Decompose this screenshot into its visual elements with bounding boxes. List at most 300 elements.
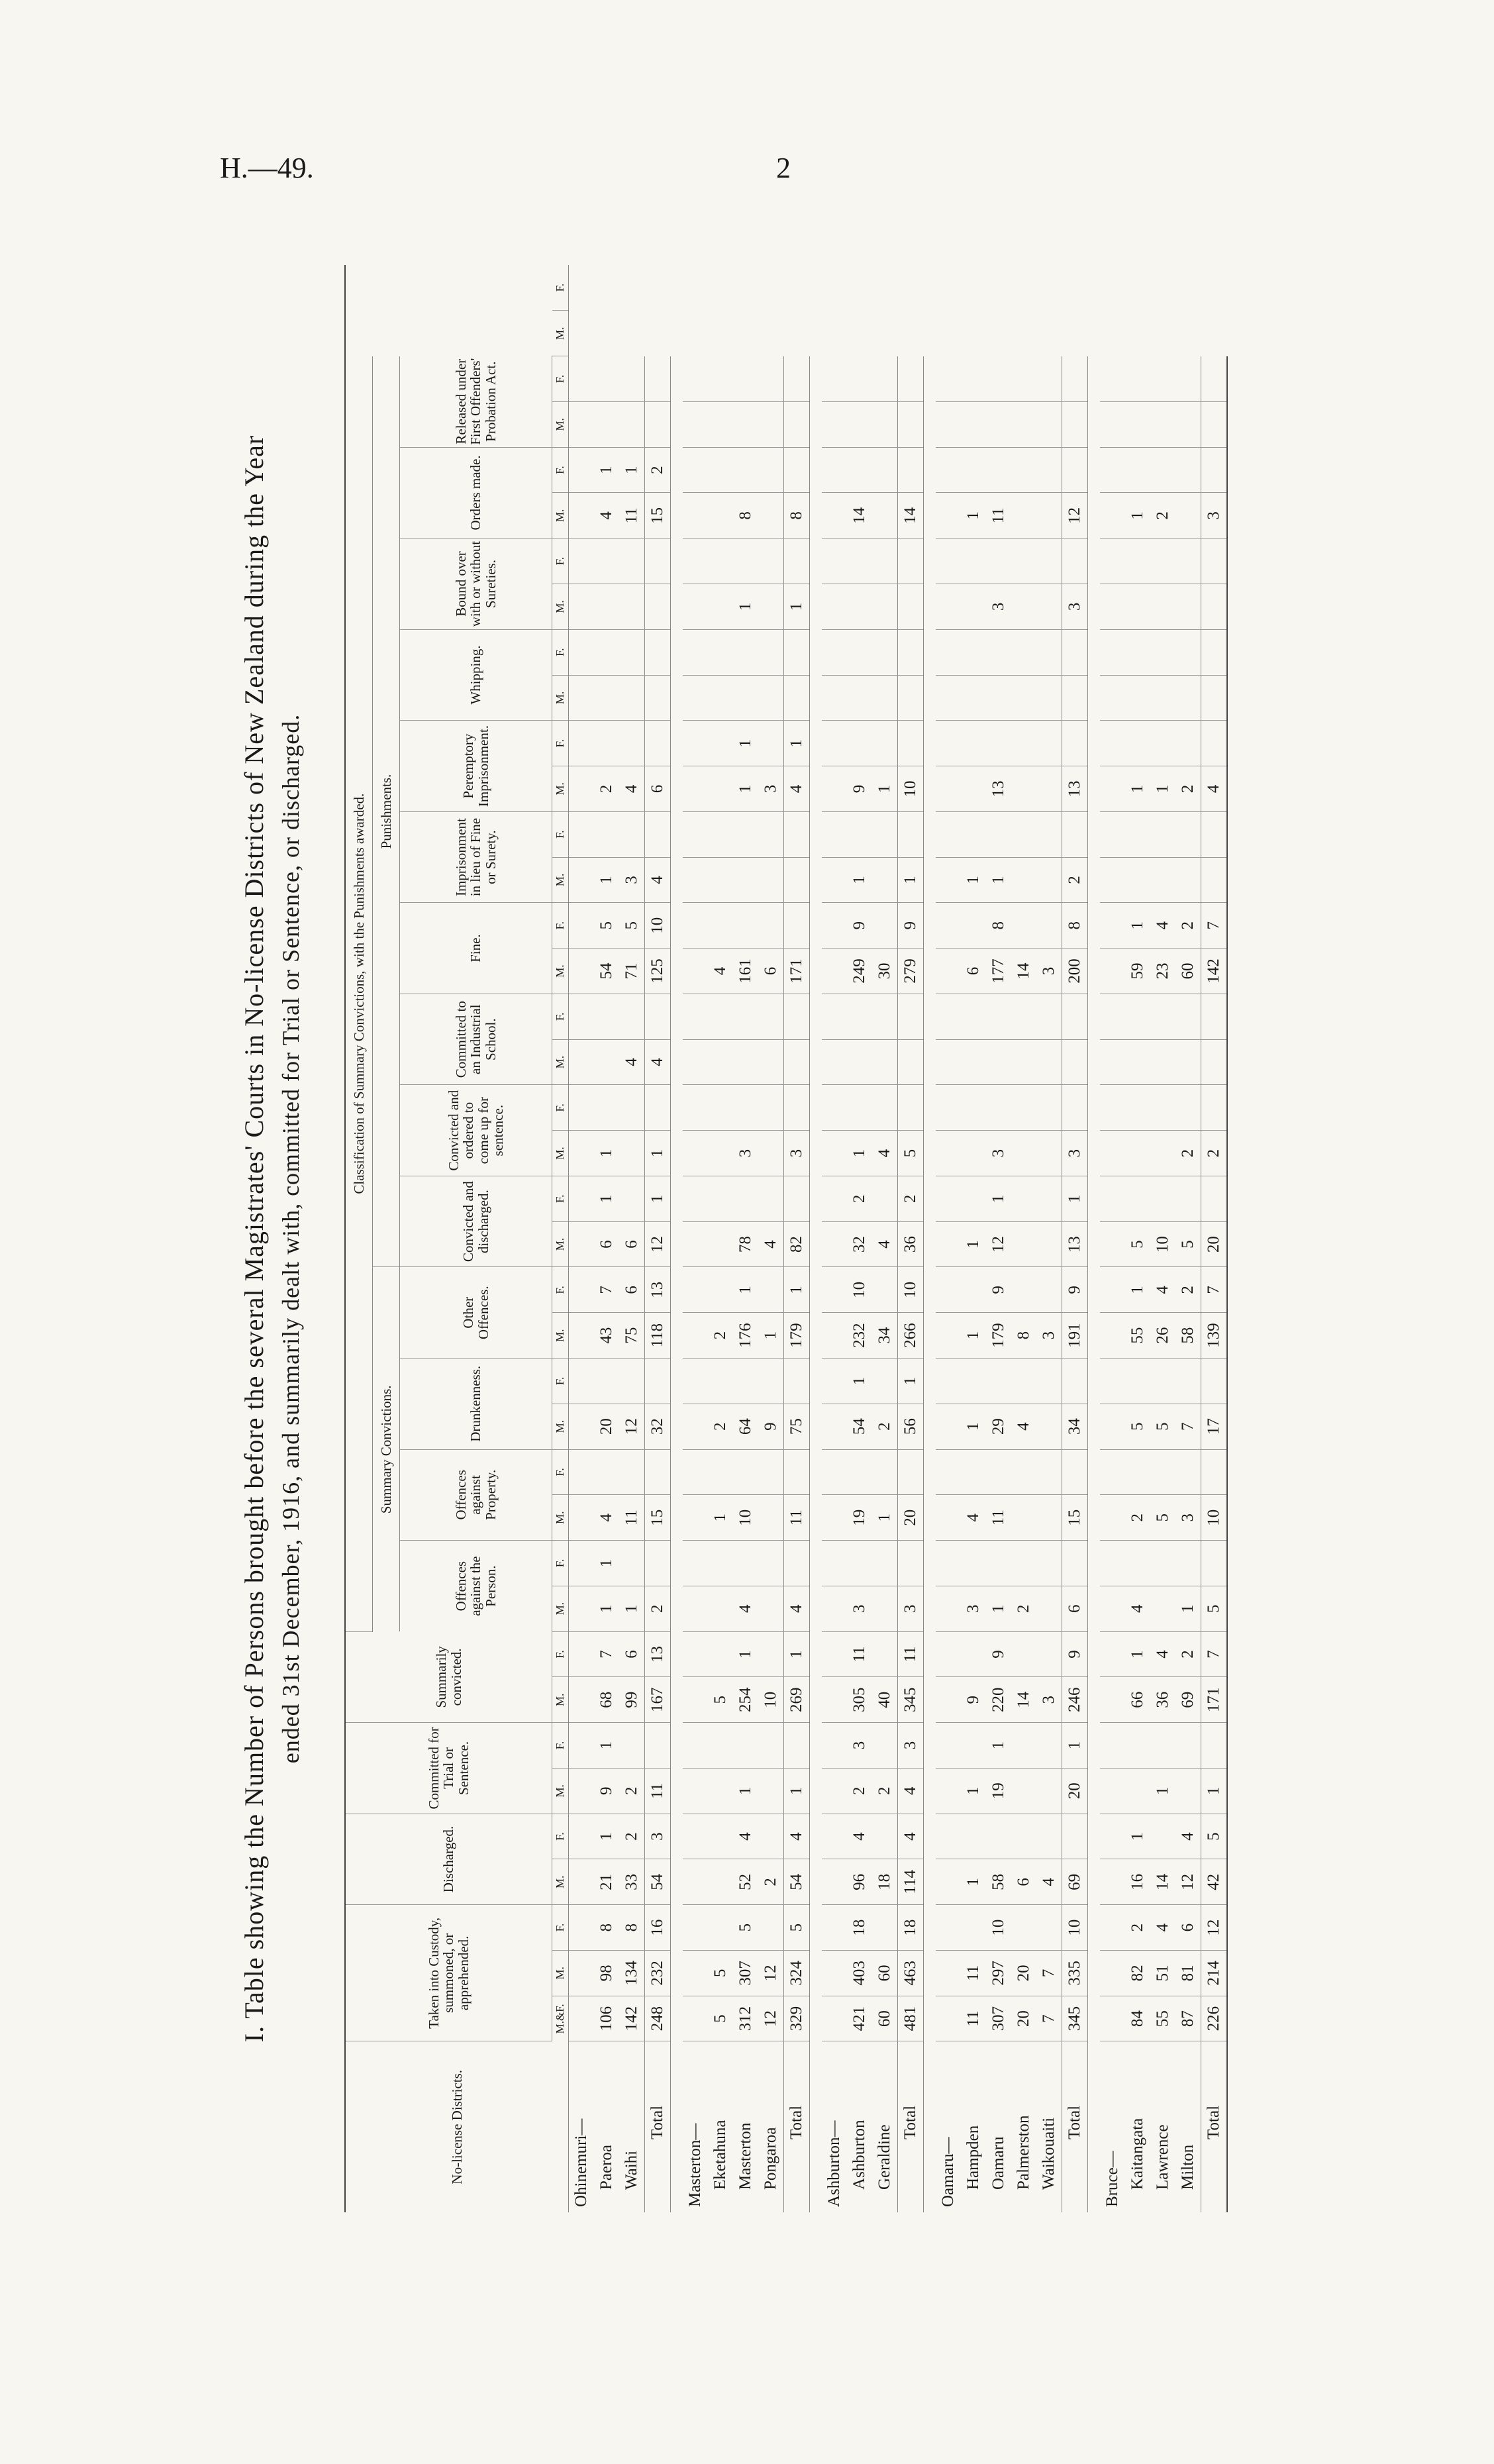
col-classification: Classification of Summary Convictions, with the Punishments awarded. <box>345 356 373 1631</box>
value-cell <box>619 811 645 857</box>
value-cell <box>822 1905 847 1951</box>
value-cell: 2 <box>847 1176 872 1221</box>
sex-subheader: M. <box>552 311 569 356</box>
value-cell: 214 <box>1201 1950 1228 1996</box>
value-cell: 4 <box>784 1814 810 1859</box>
value-cell <box>822 629 847 675</box>
value-cell <box>936 584 961 630</box>
value-cell <box>936 721 961 766</box>
value-cell: 9 <box>961 1677 986 1723</box>
value-cell <box>872 1449 898 1495</box>
value-cell <box>872 857 898 903</box>
sex-subheader: M.&F. <box>552 1996 569 2041</box>
value-cell: 191 <box>1062 1313 1088 1359</box>
value-cell <box>1150 675 1175 721</box>
value-cell <box>683 1814 708 1859</box>
value-cell <box>872 1267 898 1313</box>
value-cell <box>683 1905 708 1951</box>
value-cell: 7 <box>594 1631 619 1677</box>
value-cell: 54 <box>645 1859 671 1905</box>
value-cell: 7 <box>1036 1950 1062 1996</box>
value-cell: 10 <box>1062 1905 1088 1951</box>
value-cell <box>569 1359 595 1404</box>
value-cell <box>822 1996 847 2041</box>
district-name: Oamaru— <box>939 2137 957 2207</box>
value-cell <box>872 1176 898 1221</box>
value-cell: 5 <box>708 1996 733 2041</box>
value-cell: 1 <box>1062 1723 1088 1769</box>
value-cell: 1 <box>1062 1176 1088 1221</box>
value-cell: 1 <box>1125 493 1150 539</box>
page-ref: H.—49. <box>220 152 314 184</box>
value-cell: 14 <box>1150 1859 1175 1905</box>
value-cell <box>683 721 708 766</box>
sex-subheader: M. <box>552 949 569 994</box>
value-cell <box>784 1176 810 1221</box>
value-cell <box>708 1176 733 1221</box>
value-cell <box>569 1996 595 2041</box>
value-cell <box>822 811 847 857</box>
value-cell <box>936 1404 961 1449</box>
value-cell <box>936 857 961 903</box>
value-cell: 1 <box>986 1176 1011 1221</box>
value-cell <box>936 1586 961 1631</box>
value-cell: 10 <box>1201 1495 1228 1541</box>
value-cell: 9 <box>594 1768 619 1814</box>
value-cell <box>936 1267 961 1313</box>
value-cell: 34 <box>872 1313 898 1359</box>
sex-subheader: F. <box>552 1085 569 1131</box>
page-number: 2 <box>776 152 791 184</box>
value-cell <box>1100 539 1125 584</box>
value-cell <box>1062 447 1088 493</box>
value-cell <box>569 1677 595 1723</box>
value-cell <box>569 1449 595 1495</box>
value-cell <box>1125 994 1150 1039</box>
value-cell <box>708 1768 733 1814</box>
value-cell <box>784 1449 810 1495</box>
value-cell: 2 <box>898 1176 924 1221</box>
value-cell: 69 <box>1062 1859 1088 1905</box>
value-cell <box>1175 401 1201 447</box>
value-cell <box>619 584 645 630</box>
value-cell: 4 <box>733 1586 758 1631</box>
value-cell: 4 <box>708 949 733 994</box>
sex-subheader: M. <box>552 1677 569 1723</box>
value-cell: 23 <box>1150 949 1175 994</box>
value-cell: 54 <box>847 1404 872 1449</box>
sex-subheader: M. <box>552 1495 569 1541</box>
value-cell <box>1036 1221 1062 1267</box>
value-cell: 1 <box>594 1723 619 1769</box>
value-cell <box>986 675 1011 721</box>
value-cell: 179 <box>986 1313 1011 1359</box>
value-cell <box>758 1768 784 1814</box>
value-cell <box>1062 1541 1088 1586</box>
sex-subheader: M. <box>552 584 569 630</box>
value-cell <box>898 994 924 1039</box>
value-cell <box>822 1085 847 1131</box>
value-cell <box>1100 1768 1125 1814</box>
value-cell <box>822 1723 847 1769</box>
value-cell <box>898 721 924 766</box>
value-cell: 7 <box>1175 1404 1201 1449</box>
value-cell: 3 <box>645 1814 671 1859</box>
value-cell: 6 <box>1011 1859 1036 1905</box>
value-cell <box>822 539 847 584</box>
value-cell <box>986 1359 1011 1404</box>
value-cell <box>708 629 733 675</box>
district-name: Masterton— <box>686 2123 704 2207</box>
value-cell <box>936 1814 961 1859</box>
value-cell <box>1100 857 1125 903</box>
value-cell <box>1150 629 1175 675</box>
value-cell <box>986 1449 1011 1495</box>
value-cell <box>1036 1541 1062 1586</box>
value-cell <box>619 1176 645 1221</box>
value-cell: 4 <box>1175 1814 1201 1859</box>
value-cell <box>1100 1085 1125 1131</box>
district-name: Oamaru <box>989 2136 1007 2190</box>
value-cell: 12 <box>1175 1859 1201 1905</box>
value-cell <box>986 356 1011 402</box>
value-cell <box>872 1814 898 1859</box>
value-cell: 11 <box>784 1495 810 1541</box>
value-cell <box>758 1039 784 1085</box>
value-cell: 20 <box>1011 1950 1036 1996</box>
value-cell <box>1036 1814 1062 1859</box>
value-cell: 3 <box>1036 1313 1062 1359</box>
value-cell: 254 <box>733 1677 758 1723</box>
value-cell <box>898 629 924 675</box>
value-cell <box>847 994 872 1039</box>
value-cell: 18 <box>847 1905 872 1951</box>
value-cell <box>1011 1176 1036 1221</box>
value-cell <box>936 1039 961 1085</box>
value-cell <box>1150 811 1175 857</box>
value-cell: 2 <box>1011 1586 1036 1631</box>
value-cell <box>645 675 671 721</box>
value-cell <box>936 1541 961 1586</box>
value-cell: 266 <box>898 1313 924 1359</box>
value-cell: 4 <box>784 1586 810 1631</box>
value-cell: 2 <box>619 1814 645 1859</box>
value-cell <box>1175 857 1201 903</box>
value-cell <box>758 1176 784 1221</box>
value-cell <box>822 949 847 994</box>
value-cell <box>961 539 986 584</box>
value-cell <box>1036 1449 1062 1495</box>
value-cell <box>1150 1039 1175 1085</box>
value-cell: 1 <box>733 721 758 766</box>
district-name: Waikouaiti <box>1040 2117 1058 2190</box>
value-cell: 5 <box>1150 1404 1175 1449</box>
value-cell <box>872 721 898 766</box>
value-cell <box>1100 584 1125 630</box>
value-cell <box>936 766 961 812</box>
value-cell <box>683 401 708 447</box>
value-cell <box>961 1449 986 1495</box>
sex-subheader: F. <box>552 1176 569 1221</box>
value-cell <box>961 1814 986 1859</box>
value-cell <box>708 1039 733 1085</box>
value-cell: 55 <box>1125 1313 1150 1359</box>
value-cell <box>1100 1723 1125 1769</box>
value-cell: 171 <box>784 949 810 994</box>
value-cell: 4 <box>1150 1267 1175 1313</box>
sex-subheader: F. <box>552 265 569 311</box>
value-cell: 1 <box>1175 1586 1201 1631</box>
sex-subheader: M. <box>552 401 569 447</box>
value-cell: 13 <box>986 766 1011 812</box>
value-cell <box>594 811 619 857</box>
value-cell <box>822 1677 847 1723</box>
value-cell <box>733 629 758 675</box>
value-cell: 1 <box>1125 766 1150 812</box>
sex-subheader: F. <box>552 539 569 584</box>
value-cell <box>619 1449 645 1495</box>
value-cell: 125 <box>645 949 671 994</box>
value-cell: 6 <box>619 1631 645 1677</box>
value-cell <box>1011 1723 1036 1769</box>
value-cell <box>1125 1176 1150 1221</box>
sex-subheader: M. <box>552 1039 569 1085</box>
value-cell <box>569 1586 595 1631</box>
value-cell: 10 <box>847 1267 872 1313</box>
value-cell: 1 <box>733 1768 758 1814</box>
value-cell: 18 <box>872 1859 898 1905</box>
value-cell <box>1175 1359 1201 1404</box>
value-cell <box>733 1723 758 1769</box>
value-cell <box>1125 539 1150 584</box>
value-cell <box>936 1495 961 1541</box>
value-cell <box>872 1541 898 1586</box>
value-cell <box>784 539 810 584</box>
value-cell <box>569 1176 595 1221</box>
value-cell: 10 <box>733 1495 758 1541</box>
value-cell <box>1150 1723 1175 1769</box>
value-cell <box>961 1541 986 1586</box>
value-cell: 10 <box>898 766 924 812</box>
value-cell: 4 <box>645 857 671 903</box>
value-cell <box>986 994 1011 1039</box>
value-cell <box>986 721 1011 766</box>
value-cell <box>1150 447 1175 493</box>
value-cell: 3 <box>961 1586 986 1631</box>
value-cell: 16 <box>1125 1859 1150 1905</box>
value-cell <box>683 1039 708 1085</box>
value-cell <box>733 857 758 903</box>
value-cell <box>961 1267 986 1313</box>
col-orders: Orders made. <box>400 447 552 539</box>
value-cell: 33 <box>619 1859 645 1905</box>
value-cell <box>784 1541 810 1586</box>
value-cell <box>594 629 619 675</box>
spacer-cell <box>810 356 822 2212</box>
value-cell <box>1100 1404 1125 1449</box>
value-cell <box>683 1221 708 1267</box>
value-cell <box>1100 1039 1125 1085</box>
value-cell: 1 <box>594 447 619 493</box>
value-cell <box>822 766 847 812</box>
value-cell: 1 <box>733 1631 758 1677</box>
value-cell <box>733 1541 758 1586</box>
col-bound: Bound over with or without Sureties. <box>400 539 552 630</box>
value-cell <box>784 1085 810 1131</box>
value-cell <box>1150 857 1175 903</box>
value-cell <box>619 356 645 402</box>
value-cell: 1 <box>961 493 986 539</box>
value-cell: 36 <box>1150 1677 1175 1723</box>
value-cell <box>758 447 784 493</box>
value-cell: 4 <box>733 1814 758 1859</box>
value-cell <box>898 401 924 447</box>
value-cell <box>1011 356 1036 402</box>
value-cell <box>594 1449 619 1495</box>
value-cell <box>645 1541 671 1586</box>
value-cell <box>961 1359 986 1404</box>
value-cell <box>961 356 986 402</box>
value-cell: 68 <box>594 1677 619 1723</box>
value-cell: 2 <box>1150 493 1175 539</box>
value-cell: 1 <box>619 447 645 493</box>
value-cell <box>961 1723 986 1769</box>
value-cell: 345 <box>898 1677 924 1723</box>
value-cell: 2 <box>1175 1131 1201 1176</box>
value-cell <box>683 949 708 994</box>
value-cell <box>1011 401 1036 447</box>
value-cell: 4 <box>645 1039 671 1085</box>
value-cell: 4 <box>1201 766 1228 812</box>
value-cell <box>569 1085 595 1131</box>
value-cell: 1 <box>872 766 898 812</box>
value-cell <box>784 675 810 721</box>
value-cell: 1 <box>986 1586 1011 1631</box>
value-cell <box>1100 1449 1125 1495</box>
value-cell <box>822 857 847 903</box>
value-cell: 2 <box>872 1768 898 1814</box>
value-cell <box>619 401 645 447</box>
value-cell: 1 <box>961 1859 986 1905</box>
value-cell <box>683 1313 708 1359</box>
value-cell: 14 <box>1011 949 1036 994</box>
value-cell: 1 <box>1125 1814 1150 1859</box>
value-cell <box>708 675 733 721</box>
value-cell <box>708 401 733 447</box>
table-subtitle: ended 31st December, 1916, and summarily dealt with, committed for Trial or Sentence, or discharged. <box>277 713 304 1764</box>
value-cell: 1 <box>594 1176 619 1221</box>
value-cell: 6 <box>645 766 671 812</box>
value-cell: 59 <box>1125 949 1150 994</box>
value-cell <box>822 1495 847 1541</box>
value-cell: 29 <box>986 1404 1011 1449</box>
value-cell <box>784 447 810 493</box>
value-cell: 2 <box>847 1768 872 1814</box>
value-cell <box>822 1176 847 1221</box>
value-cell <box>733 1085 758 1131</box>
value-cell: 12 <box>758 1950 784 1996</box>
value-cell: 30 <box>872 949 898 994</box>
value-cell <box>822 1359 847 1404</box>
value-cell <box>708 1359 733 1404</box>
sex-subheader: F. <box>552 1449 569 1495</box>
value-cell <box>961 903 986 949</box>
value-cell <box>822 1131 847 1176</box>
value-cell <box>708 493 733 539</box>
value-cell <box>872 493 898 539</box>
value-cell: 1 <box>594 1814 619 1859</box>
district-name: Hampden <box>964 2125 982 2190</box>
value-cell <box>847 1541 872 1586</box>
value-cell <box>758 1541 784 1586</box>
value-cell: 2 <box>758 1859 784 1905</box>
value-cell <box>847 675 872 721</box>
value-cell: 20 <box>1062 1768 1088 1814</box>
value-cell: 5 <box>1201 1586 1228 1631</box>
sex-subheader: F. <box>552 629 569 675</box>
value-cell <box>822 721 847 766</box>
value-cell <box>1150 1586 1175 1631</box>
value-cell <box>1062 811 1088 857</box>
value-cell <box>1201 1176 1228 1221</box>
value-cell <box>733 1176 758 1221</box>
value-cell <box>1036 1176 1062 1221</box>
value-cell <box>1175 811 1201 857</box>
value-cell: 7 <box>1201 1631 1228 1677</box>
value-cell <box>1062 994 1088 1039</box>
value-cell <box>1036 1768 1062 1814</box>
value-cell <box>936 1859 961 1905</box>
table-row <box>1175 265 1201 2212</box>
value-cell <box>708 356 733 402</box>
value-cell <box>822 493 847 539</box>
value-cell <box>784 629 810 675</box>
value-cell <box>936 447 961 493</box>
value-cell <box>733 401 758 447</box>
value-cell: 421 <box>847 1996 872 2041</box>
value-cell <box>1100 1631 1125 1677</box>
value-cell: 58 <box>986 1859 1011 1905</box>
value-cell <box>1036 629 1062 675</box>
group-row <box>822 265 847 2212</box>
value-cell <box>1062 1359 1088 1404</box>
value-cell: 142 <box>619 1996 645 2041</box>
value-cell: 43 <box>594 1313 619 1359</box>
value-cell: 176 <box>733 1313 758 1359</box>
value-cell <box>1175 1541 1201 1586</box>
value-cell: 305 <box>847 1677 872 1723</box>
value-cell <box>936 1768 961 1814</box>
value-cell <box>1011 721 1036 766</box>
value-cell <box>683 994 708 1039</box>
value-cell <box>569 766 595 812</box>
value-cell <box>645 811 671 857</box>
value-cell <box>1100 356 1125 402</box>
value-cell <box>936 1085 961 1131</box>
value-cell <box>961 675 986 721</box>
value-cell <box>569 1267 595 1313</box>
value-cell <box>569 493 595 539</box>
value-cell <box>1125 1723 1150 1769</box>
value-cell <box>1201 1359 1228 1404</box>
value-cell: 1 <box>733 1267 758 1313</box>
value-cell <box>1100 721 1125 766</box>
value-cell <box>1150 1176 1175 1221</box>
value-cell <box>708 1586 733 1631</box>
value-cell: 13 <box>1062 766 1088 812</box>
value-cell: 10 <box>1150 1221 1175 1267</box>
value-cell: 2 <box>1125 1495 1150 1541</box>
